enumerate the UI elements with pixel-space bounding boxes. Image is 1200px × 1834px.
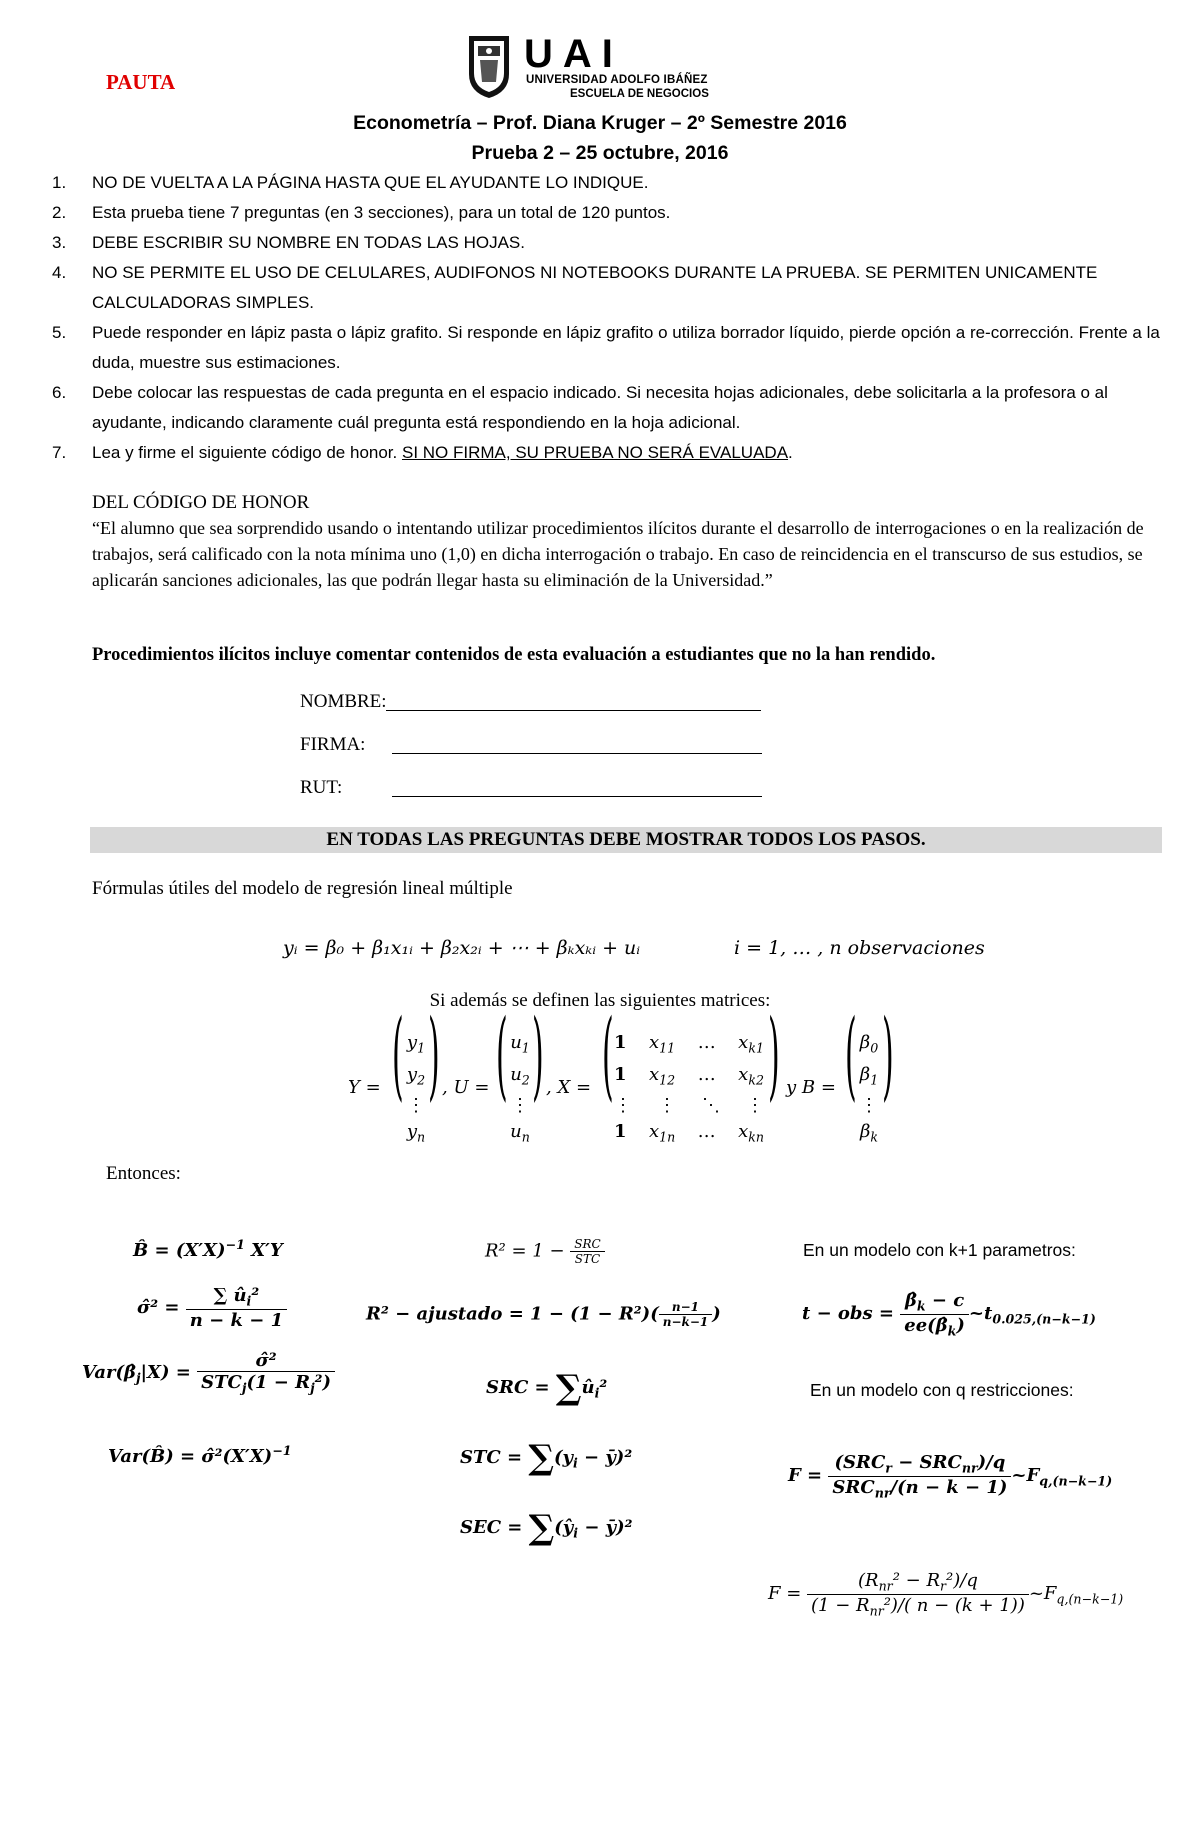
firma-label: FIRMA: — [300, 734, 366, 755]
k-params-note: En un modelo con k+1 parametros: — [803, 1240, 1076, 1260]
instruction-number: 1. — [52, 173, 67, 192]
instruction-number: 2. — [52, 203, 67, 222]
instruction-item — [52, 228, 1152, 258]
nombre-label: NOMBRE: — [300, 691, 387, 712]
instruction-number: 5. — [52, 323, 67, 342]
instruction-text: NO SE PERMITE EL USO DE CELULARES, AUDIFONOS NI NOTEBOOKS DURANTE LA PRUEBA. SE PERMITEN UNICAMENTE CALCULADORAS SIMPLES. — [92, 263, 1098, 312]
logo-school-name: ESCUELA DE NEGOCIOS — [570, 88, 709, 100]
instruction-item — [52, 378, 1152, 438]
src-formula: SRC = $\sum û_i^2$ — [486, 1368, 608, 1408]
observations-index: i = 1, … , n observaciones — [734, 937, 985, 959]
honor-heading: DEL CÓDIGO DE HONOR — [92, 492, 310, 513]
matrices-intro: Si además se definen las siguientes matrices: — [429, 990, 771, 1011]
adjusted-r-squared-formula: R² − ajustado = 1 − (1 − R²)( $\frac{n-1}{n-k-1}$ ) — [366, 1300, 721, 1329]
instruction-item — [52, 258, 1152, 318]
t-statistic-formula: t − obs = $\frac{\betâ_k - c}{ee(\betâ_k)}$ $\sim t_{0.025,(n-k-1)}$ — [802, 1290, 1096, 1339]
r-squared-formula: R² = 1 − $\frac{\text{SRC}}{\text{STC}}$ — [485, 1237, 605, 1266]
crest-icon — [466, 34, 512, 100]
honor-body: “El alumno que sea sorprendido usando o intentando utilizar procedimientos ilícitos durante el desarrollo de interrogaciones o en la realización de trabajos, será calificado con la nota mínima uno (1,0) en dicha interrogación o trabajo. En caso de reincidencia en el transcurso de sus estudios, se aplicarán sanciones adicionales, las que podrán llegar hasta su eliminación de la Universidad.” — [92, 518, 1144, 590]
matrix-definitions: Y = ( $y_1$ $y_2$ ⋮ $y_n$ ) , U = ( $u_1$ $u_2$ ⋮ $u_n$ ) , X = ( 1 $x_{11}$ … $x_{k1}$ 1 $x_{12}$ … $x_{k2}$ ⋮ ⋮ ⋱ ⋮ 1 $x_{1n}$ … $x_{kn}$ ) y B = ( $\beta_0$ $\beta_1$ ⋮ $\beta_k$ ) — [348, 1001, 894, 1145]
instruction-item — [52, 198, 1152, 228]
rut-label: RUT: — [300, 777, 343, 798]
sigma-formula: σ̂² = $\frac{\sum û_i^2}{n - k - 1}$ — [137, 1285, 287, 1331]
regression-model: yᵢ = β₀ + β₁x₁ᵢ + β₂x₂ᵢ + ⋯ + βₖxₖᵢ + uᵢ — [283, 937, 641, 959]
honor-note: Procedimientos ilícitos incluye comentar contenidos de esta evaluación a estudiantes que no la han rendido. — [92, 645, 936, 665]
q-restrictions-note: En un modelo con q restricciones: — [810, 1380, 1074, 1400]
f-statistic-r2-formula: F = $\frac{(R_{nr}^2 - R_r^2)/q}{(1 - R_{nr}^2)/( n - (k + 1))}$ $\sim F_{q,(n-k-1)}$ — [768, 1570, 1124, 1619]
instruction-number: 3. — [52, 233, 67, 252]
all-steps-banner: EN TODAS LAS PREGUNTAS DEBE MOSTRAR TODOS LOS PASOS. — [90, 827, 1162, 853]
firma-line[interactable] — [392, 753, 762, 754]
instruction-text: Puede responder en lápiz pasta o lápiz grafito. Si responde en lápiz grafito o utiliza borrador líquido, pierde opción a re-corrección. Frente a la duda, muestre sus estimaciones. — [92, 323, 1160, 372]
honor-warning: SI NO FIRMA, SU PRUEBA NO SERÁ EVALUADA — [401, 443, 789, 462]
pauta-label: PAUTA — [106, 70, 176, 94]
sec-formula: SEC = $\sum(ŷ_i$ − ȳ)² — [460, 1508, 633, 1548]
instruction-item — [52, 438, 1152, 468]
var-b-formula: Var(B̂) = $\sigmâ^2(X'X)^{-1}$ — [108, 1443, 292, 1467]
instruction-text: NO DE VUELTA A LA PÁGINA HASTA QUE EL AYUDANTE LO INDIQUE. — [92, 173, 649, 192]
logo-university-name: UNIVERSIDAD ADOLFO IBÁÑEZ — [526, 74, 708, 86]
course-title: Econometría – Prof. Diana Kruger – 2º Semestre 2016 — [353, 112, 847, 134]
instruction-number: 7. — [52, 443, 67, 462]
instruction-item — [52, 318, 1160, 378]
logo-brand: UAI — [524, 32, 623, 76]
honor-period: . — [788, 443, 793, 462]
instruction-text: Esta prueba tiene 7 preguntas (en 3 secciones), para un total de 120 puntos. — [92, 203, 671, 222]
rut-line[interactable] — [392, 796, 762, 797]
then-label: Entonces: — [106, 1163, 181, 1184]
instruction-text: DEBE ESCRIBIR SU NOMBRE EN TODAS LAS HOJAS. — [92, 233, 525, 252]
instruction-number: 6. — [52, 383, 67, 402]
var-beta-j-formula: $Var(\betâ_j|X)$ = $\frac{\text{σ̂²}}{STC_j(1 - R_j^2)}$ — [82, 1350, 335, 1396]
formulas-intro: Fórmulas útiles del modelo de regresión lineal múltiple — [92, 878, 513, 899]
instruction-item — [52, 168, 1152, 198]
stc-formula: STC = $\sum(y_i$ − ȳ)² — [460, 1438, 633, 1478]
f-statistic-src-formula: F = $\frac{(SRC_r - SRC_{nr})/q}{SRC_{nr}/(n - k - 1)}$ $\sim F_{q,(n-k-1)}$ — [788, 1452, 1113, 1501]
instruction-text — [92, 438, 1182, 468]
instruction-number: 4. — [52, 263, 67, 282]
instruction-text: Debe colocar las respuestas de cada pregunta en el espacio indicado. Si necesita hojas adicionales, debe solicitarla a la profesora o al ayudante, indicando claramente cuál pregunta está respondiendo en la hoja adicional. — [92, 383, 1108, 432]
exam-title: Prueba 2 – 25 octubre, 2016 — [471, 142, 729, 164]
ols-estimator-formula: B̂ = $(X'X)^{-1}$ X′Y — [133, 1237, 283, 1261]
honor-instruction: Lea y firme el siguiente código de honor. — [92, 443, 402, 462]
university-logo — [466, 34, 728, 104]
nombre-line[interactable] — [386, 710, 761, 711]
